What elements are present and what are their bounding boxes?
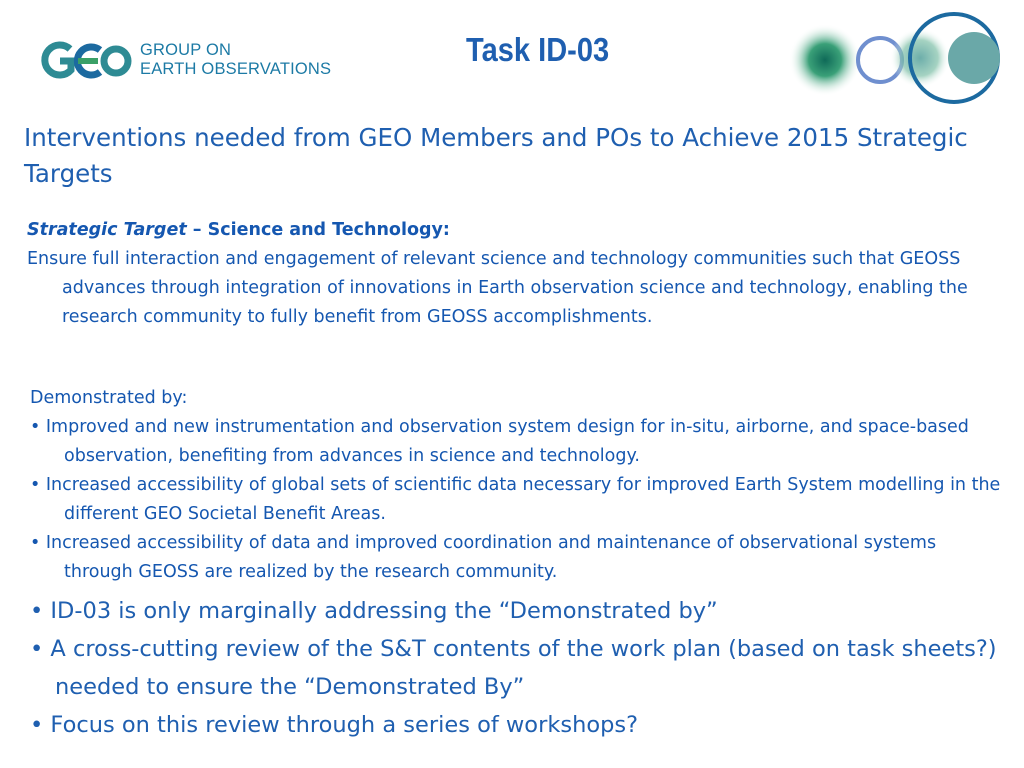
section-headline: Interventions needed from GEO Members and POs to Achieve 2015 Strategic Targets (24, 123, 968, 188)
demonstrated-item: • Increased accessibility of global sets of scientific data necessary for improved Earth System modelling in the different GEO Societal Benefit Areas. (30, 475, 1001, 524)
logo-text-line1: GROUP ON (140, 41, 232, 59)
key-point: • Focus on this review through a series of workshops? (30, 712, 639, 738)
demonstrated-by-block (30, 384, 1005, 587)
decorative-circles-icon (770, 8, 1010, 108)
geo-logo (40, 40, 340, 82)
strategic-target-label: Strategic Target (27, 220, 187, 240)
strategic-target-heading (27, 216, 1007, 245)
geo-logo-mark-icon (40, 40, 132, 82)
logo-text-line2: EARTH OBSERVATIONS (140, 60, 332, 78)
key-points-list (30, 592, 1015, 744)
strategic-target-block (27, 216, 1007, 332)
strategic-target-text: Ensure full interaction and engagement of relevant science and technology communities such that GEOSS advances through integration of innovations in Earth observation science and technology, enabling the research community to fully benefit from GEOSS accomplishments. (27, 249, 968, 327)
demonstrated-item: • Increased accessibility of data and improved coordination and maintenance of observational systems through GEOSS are realized by the research community. (30, 533, 937, 582)
page-title: Task ID-03 (466, 31, 610, 68)
demonstrated-by-heading: Demonstrated by: (30, 388, 188, 408)
key-point: • ID-03 is only marginally addressing the “Demonstrated by” (30, 598, 718, 624)
strategic-target-subject: – Science and Technology: (186, 220, 450, 240)
demonstrated-item: • Improved and new instrumentation and observation system design for in-situ, airborne, and space-based observation, benefiting from advances in science and technology. (30, 417, 969, 466)
key-point: • A cross-cutting review of the S&T contents of the work plan (based on task sheets?) needed to ensure the “Demonstrated By” (30, 636, 997, 700)
